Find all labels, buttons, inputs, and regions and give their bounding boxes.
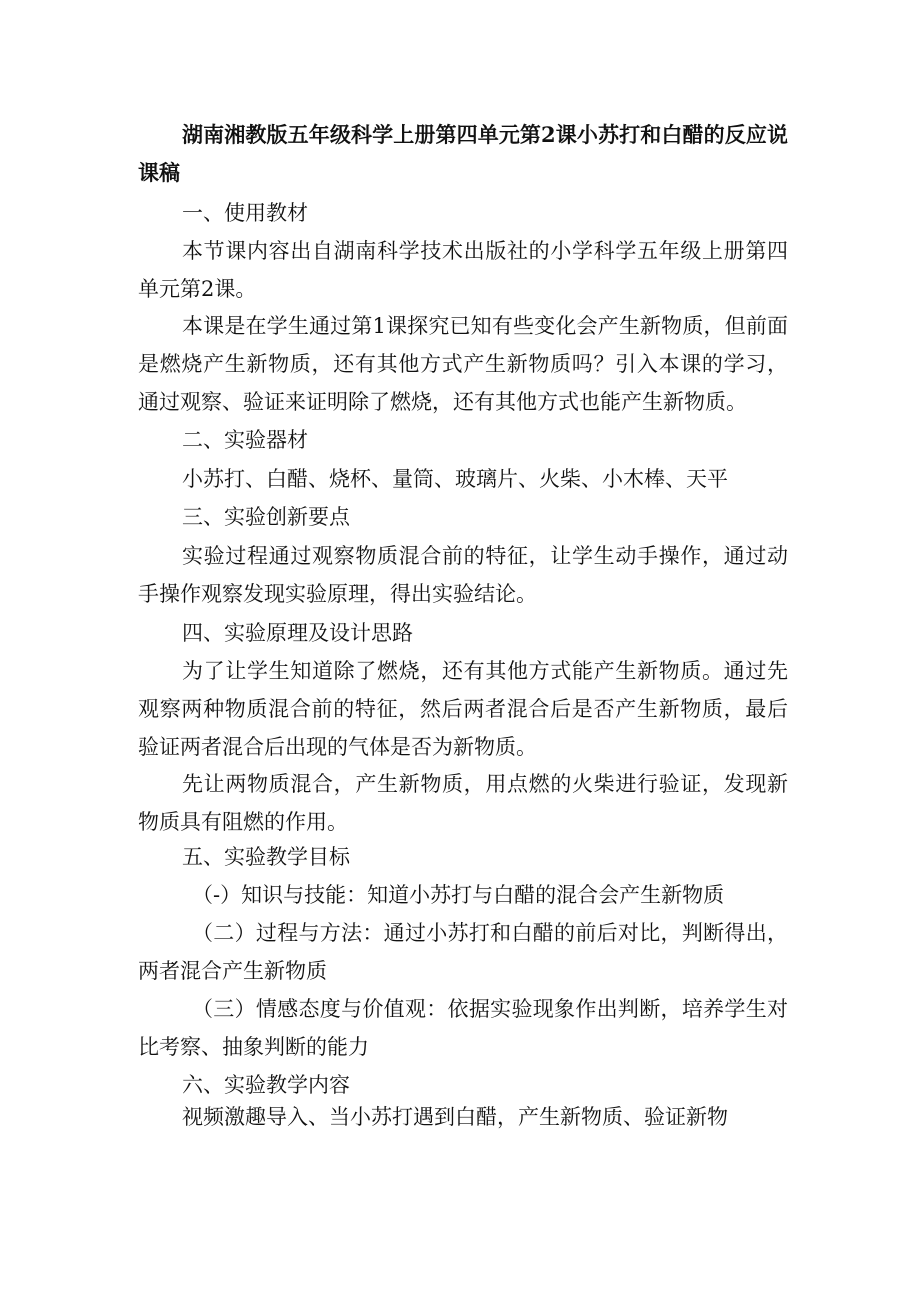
objective-attitude: （三）情感态度与价值观：依据实验现象作出判断，培养学生对比考察、抽象判断的能力 bbox=[138, 997, 788, 1059]
paragraph-materials-source: 本节课内容出自湖南科学技术出版社的小学科学五年级上册第四单元第2课。 bbox=[138, 239, 788, 301]
paragraph-teaching-content: 视频激趣导入、当小苏打遇到白醋，产生新物质、验证新物 bbox=[182, 1105, 728, 1129]
document-title: 湖南湘教版五年级科学上册第四单元第2课小苏打和白醋的反应说课稿 bbox=[138, 122, 788, 185]
paragraph-equipment-list: 小苏打、白醋、烧杯、量筒、玻璃片、火柴、小木棒、天平 bbox=[182, 467, 728, 491]
section-heading-content: 六、实验教学内容 bbox=[182, 1073, 350, 1097]
section-heading-materials: 一、使用教材 bbox=[182, 201, 308, 225]
section-heading-innovation: 三、实验创新要点 bbox=[182, 505, 350, 529]
objective-process: （二）过程与方法：通过小苏打和白醋的前后对比，判断得出，两者混合产生新物质 bbox=[138, 921, 788, 983]
paragraph-principle-purpose: 为了让学生知道除了燃烧，还有其他方式能产生新物质。通过先观察两种物质混合前的特征，然后两者混合后是否产生新物质，最后验证两者混合后出现的气体是否为新物质。 bbox=[138, 659, 788, 759]
paragraph-principle-verification: 先让两物质混合，产生新物质，用点燃的火柴进行验证，发现新物质具有阻燃的作用。 bbox=[138, 772, 788, 834]
paragraph-innovation: 实验过程通过观察物质混合前的特征，让学生动手操作，通过动手操作观察发现实验原理，得出实验结论。 bbox=[138, 544, 788, 606]
section-heading-objectives: 五、实验教学目标 bbox=[182, 845, 350, 869]
section-heading-principle: 四、实验原理及设计思路 bbox=[182, 621, 413, 645]
objective-knowledge: （-）知识与技能：知道小苏打与白醋的混合会产生新物质 bbox=[192, 883, 725, 907]
section-heading-equipment: 二、实验器材 bbox=[182, 428, 308, 452]
paragraph-lesson-intro: 本课是在学生通过第1课探究已知有些变化会产生新物质，但前面是燃烧产生新物质，还有其他方式产生新物质吗？引入本课的学习，通过观察、验证来证明除了燃烧，还有其他方式也能产生新物质。 bbox=[138, 314, 788, 414]
